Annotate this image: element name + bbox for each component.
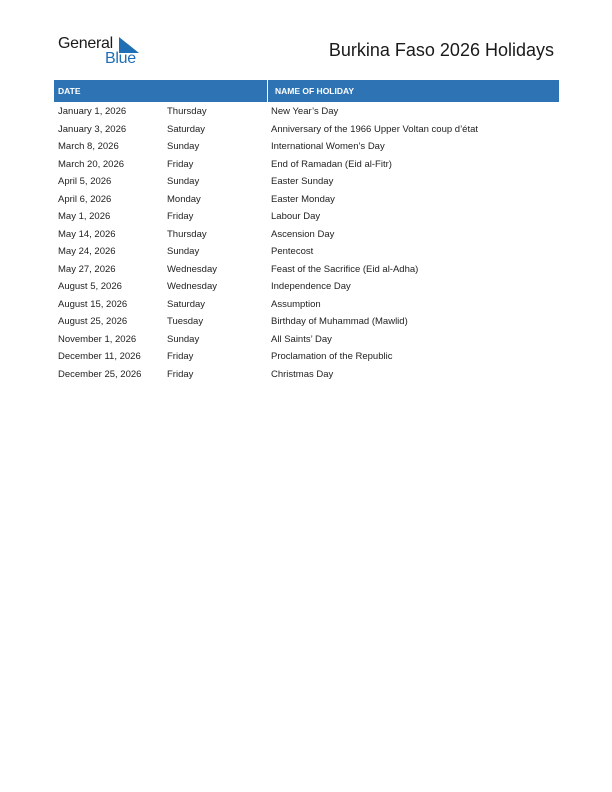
cell-holiday-name: Ascension Day [271, 228, 335, 240]
cell-day: Friday [167, 158, 194, 170]
cell-day: Sunday [167, 141, 200, 152]
cell-holiday-name: End of Ramadan (Eid al-Fitr) [271, 158, 392, 170]
cell-date: December 11, 2026 [58, 351, 141, 362]
table-row [54, 226, 559, 244]
table-row [54, 261, 559, 279]
cell-date: January 3, 2026 [58, 123, 127, 135]
logo-text-general: General [58, 35, 113, 52]
cell-day: Tuesday [167, 316, 204, 327]
cell-holiday-name: Easter Sunday [271, 176, 334, 187]
cell-holiday-name: Anniversary of the 1966 Upper Voltan coup d’état [271, 123, 479, 135]
brand-logo [58, 34, 148, 68]
cell-date: August 15, 2026 [58, 298, 128, 310]
cell-holiday-name: Independence Day [271, 281, 351, 292]
cell-holiday-name: Feast of the Sacrifice (Eid al-Adha) [271, 263, 419, 275]
table-row [54, 138, 559, 156]
cell-date: May 1, 2026 [58, 211, 111, 222]
table-row [54, 313, 559, 331]
cell-date: April 6, 2026 [58, 193, 112, 205]
column-header-name: NAME OF HOLIDAY [275, 86, 355, 96]
cell-holiday-name: New Year’s Day [271, 106, 339, 117]
cell-day: Sunday [167, 176, 200, 187]
table-row [54, 243, 559, 261]
table-row [54, 366, 559, 384]
cell-holiday-name: Pentecost [271, 246, 314, 257]
cell-date: March 8, 2026 [58, 141, 119, 152]
table-header [54, 80, 559, 102]
table-row [54, 191, 559, 209]
cell-day: Saturday [167, 298, 206, 310]
table-body [54, 103, 559, 383]
cell-date: April 5, 2026 [58, 176, 112, 187]
cell-date: November 1, 2026 [58, 333, 137, 345]
cell-date: December 25, 2026 [58, 368, 142, 380]
table-row [54, 331, 559, 349]
cell-holiday-name: Labour Day [271, 211, 321, 222]
table-row [54, 103, 559, 121]
cell-date: May 24, 2026 [58, 246, 116, 257]
cell-date: August 25, 2026 [58, 316, 128, 327]
table-row [54, 278, 559, 296]
cell-day: Sunday [167, 333, 200, 345]
table-row [54, 121, 559, 139]
cell-date: May 14, 2026 [58, 228, 116, 240]
cell-holiday-name: Easter Monday [271, 193, 335, 205]
table-row [54, 348, 559, 366]
cell-holiday-name: Assumption [271, 298, 321, 310]
cell-date: May 27, 2026 [58, 263, 116, 275]
cell-day: Thursday [167, 106, 207, 117]
cell-day: Friday [167, 211, 194, 222]
table-row [54, 208, 559, 226]
holiday-table [54, 80, 559, 383]
cell-holiday-name: International Women’s Day [271, 141, 385, 152]
cell-day: Saturday [167, 123, 206, 135]
cell-day: Wednesday [167, 281, 217, 292]
cell-day: Friday [167, 351, 194, 362]
cell-day: Wednesday [167, 263, 217, 275]
table-row [54, 156, 559, 174]
cell-date: January 1, 2026 [58, 106, 127, 117]
table-row [54, 173, 559, 191]
cell-day: Sunday [167, 246, 200, 257]
cell-holiday-name: Birthday of Muhammad (Mawlid) [271, 316, 408, 327]
cell-holiday-name: Christmas Day [271, 368, 334, 380]
cell-holiday-name: Proclamation of the Republic [271, 351, 393, 362]
logo-text-blue: Blue [105, 50, 136, 67]
cell-day: Friday [167, 368, 194, 380]
table-row [54, 296, 559, 314]
cell-day: Thursday [167, 228, 207, 240]
column-header-date: DATE [54, 80, 268, 102]
cell-date: August 5, 2026 [58, 281, 122, 292]
page-title: Burkina Faso 2026 Holidays [328, 40, 554, 60]
cell-day: Monday [167, 193, 201, 205]
cell-holiday-name: All Saints’ Day [271, 333, 332, 345]
cell-date: March 20, 2026 [58, 158, 125, 170]
